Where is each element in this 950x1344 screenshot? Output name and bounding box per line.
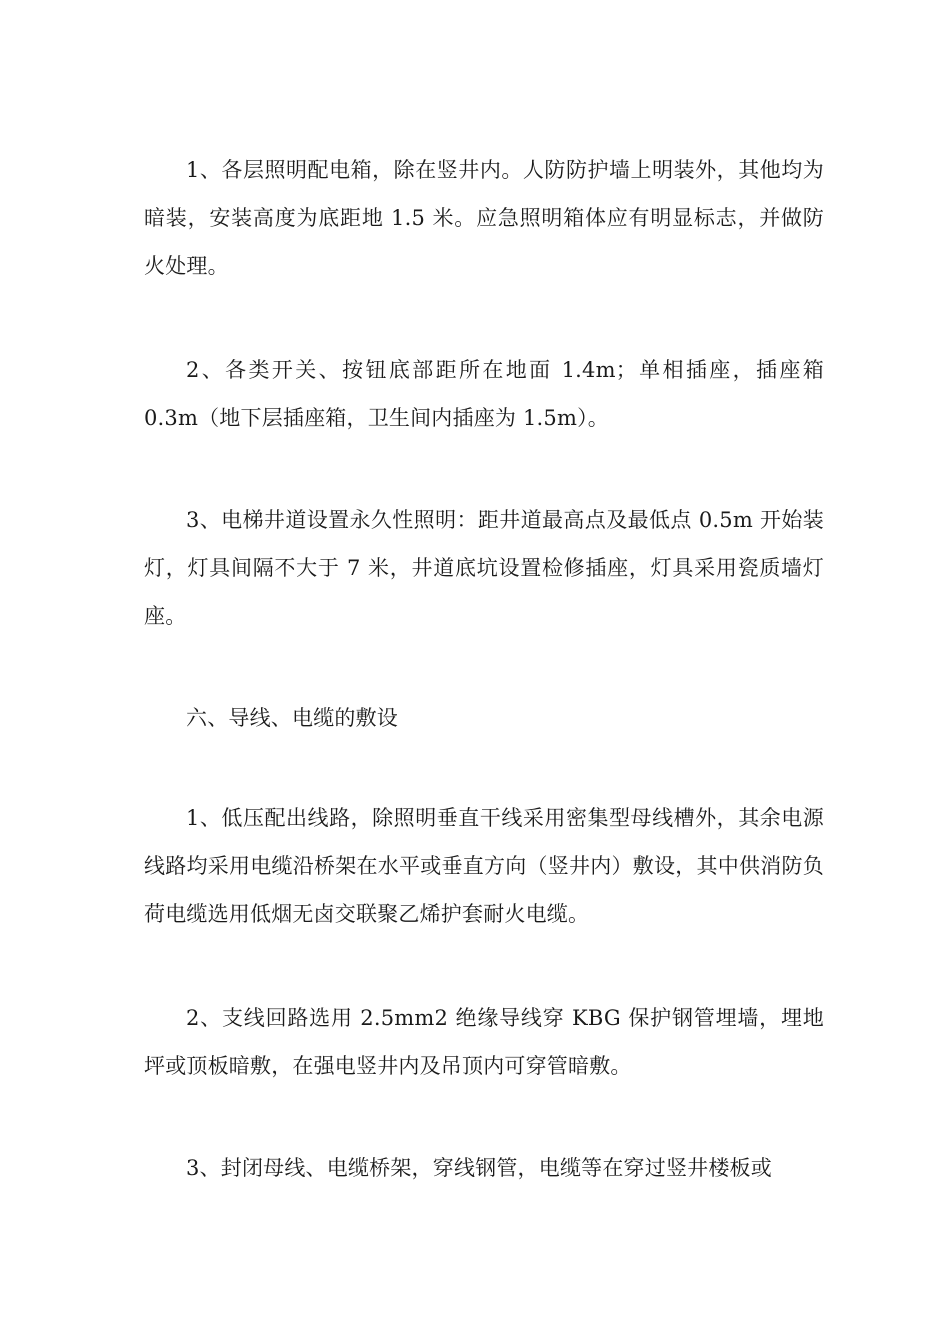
- paragraph-low-voltage-lines: 1、低压配出线路，除照明垂直干线采用密集型母线槽外，其余电源线路均采用电缆沿桥架在水平或垂直方向（竖井内）敷设，其中供消防负荷电缆选用低烟无卤交联聚乙烯护套耐火电缆。: [144, 806, 824, 926]
- paragraph-branch-circuits: 2、支线回路选用 2.5mm2 绝缘导线穿 KBG 保护钢管埋墙，埋地坪或顶板暗敷，在强电竖井内及吊顶内可穿管暗敷。: [144, 1006, 824, 1078]
- paragraph-busway-fireproofing: 3、封闭母线、电缆桥架，穿线钢管，电缆等在穿过竖井楼板或: [186, 1156, 772, 1180]
- section-heading-wiring: 六、导线、电缆的敷设: [186, 706, 398, 730]
- paragraph-switch-socket-height: 2、各类开关、按钮底部距所在地面 1.4m；单相插座，插座箱 0.3m（地下层插座箱，卫生间内插座为 1.5m）。: [144, 358, 824, 430]
- paragraph-distribution-box-installation: 1、各层照明配电箱，除在竖井内。人防防护墙上明装外，其他均为暗装，安装高度为底距地 1.5 米。应急照明箱体应有明显标志，并做防火处理。: [144, 158, 824, 278]
- paragraph-elevator-shaft-lighting: 3、电梯井道设置永久性照明：距井道最高点及最低点 0.5m 开始装灯，灯具间隔不大于 7 米，井道底坑设置检修插座，灯具采用瓷质墙灯座。: [144, 508, 824, 628]
